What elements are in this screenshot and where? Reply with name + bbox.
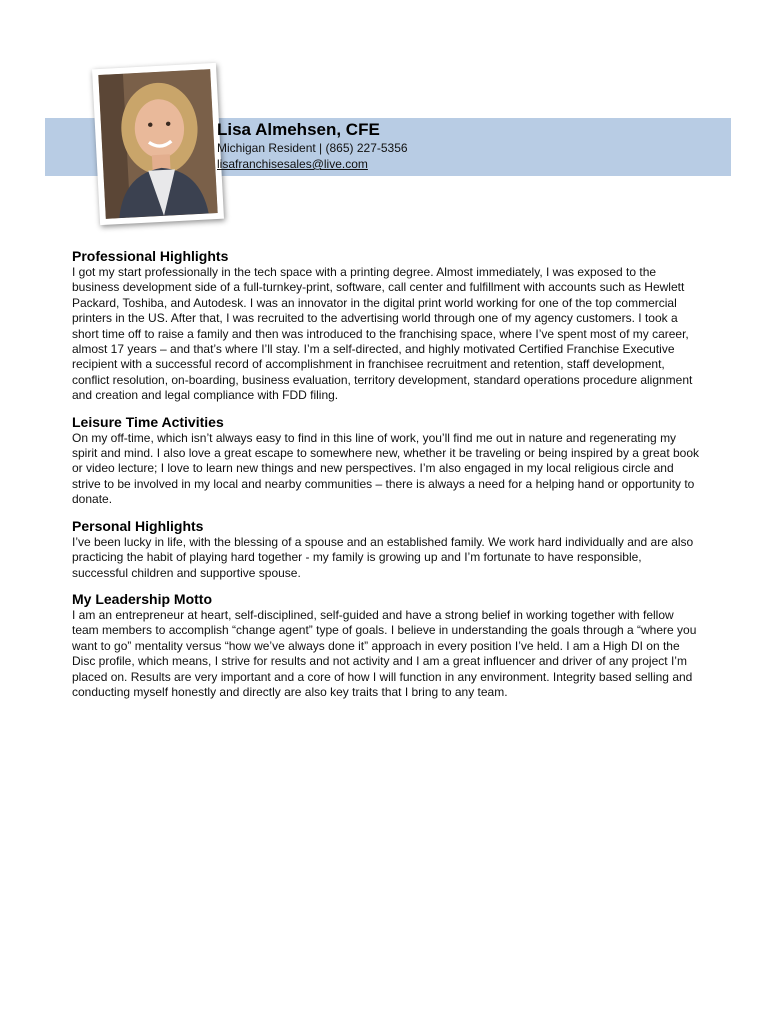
location-phone: Michigan Resident | (865) 227-5356 <box>217 141 408 155</box>
section-heading: Leisure Time Activities <box>72 413 224 430</box>
profile-photo <box>98 69 217 219</box>
section-heading: Professional Highlights <box>72 248 229 264</box>
section-heading: Personal Highlights <box>72 517 204 534</box>
section-professional-highlights <box>72 248 700 404</box>
section-leadership-motto <box>72 591 700 700</box>
section-body: I’ve been lucky in life, with the blessing of a spouse and an established family. We work hard individually and are also practicing the habit of playing hard together - my family is growing up and I’m fortunate to have responsible, successful children and supportive spouse. <box>72 534 694 580</box>
profile-photo-frame <box>92 63 224 225</box>
section-leisure-time-activities <box>72 414 700 508</box>
resume-content <box>72 248 700 710</box>
email-link[interactable]: lisafranchisesales@live.com <box>217 157 368 171</box>
section-personal-highlights <box>72 518 700 581</box>
section-body: On my off-time, which isn’t always easy to find in this line of work, you’ll find me out in nature and regenerating my spirit and mind. I also love a great escape to somewhere new, whether it be traveling or being inspired by a great book or video lecture; I love to learn new things and new perspectives. I’m also engaged in my local religious circle and strive to be involved in my local and nearby communities – there is always a need for a helping hand or opportunity to donate. <box>72 430 700 507</box>
profile-name: Lisa Almehsen, CFE <box>217 120 380 139</box>
section-body: I am an entrepreneur at heart, self-disciplined, self-guided and have a strong belief in working together with fellow team members to accomplish “change agent” type of goals. I believe in understanding the goals through a “where you want to go” mentality versus “how we’ve always done it” approach in every position I’ve held. I am a High DI on the Disc profile, which means, I strive for results and not activity and I am a great influencer and driver of any project I’m placed on. Results are very important and a core of how I will function in any environment. Integrity based selling and conducting myself honestly and directly are also key traits that I bring to any team. <box>72 607 697 699</box>
section-body: I got my start professionally in the tech space with a printing degree. Almost immediately, I was exposed to the business development side of a full-turnkey-print, software, call center and fulfillment with accounts such as Hewlett Packard, Toshiba, and Autodesk. I was an innovator in the digital print world working for one of the top commercial printers in the US. After that, I was recruited to the advertising world through one of my agency customers. I took a short time off to raise a family and then was introduced to the franchising space, where I’ve spent most of my career, almost 17 years – and that’s where I’ll stay. I’m a self-directed, and highly motivated Certified Franchise Executive recipient with a successful record of accomplishment in franchisee recruitment and retention, staff development, conflict resolution, on-boarding, business evaluation, territory development, standard operations procedure alignment and creation and legal compliance with FDD filing. <box>72 265 693 403</box>
section-heading: My Leadership Motto <box>72 590 213 607</box>
